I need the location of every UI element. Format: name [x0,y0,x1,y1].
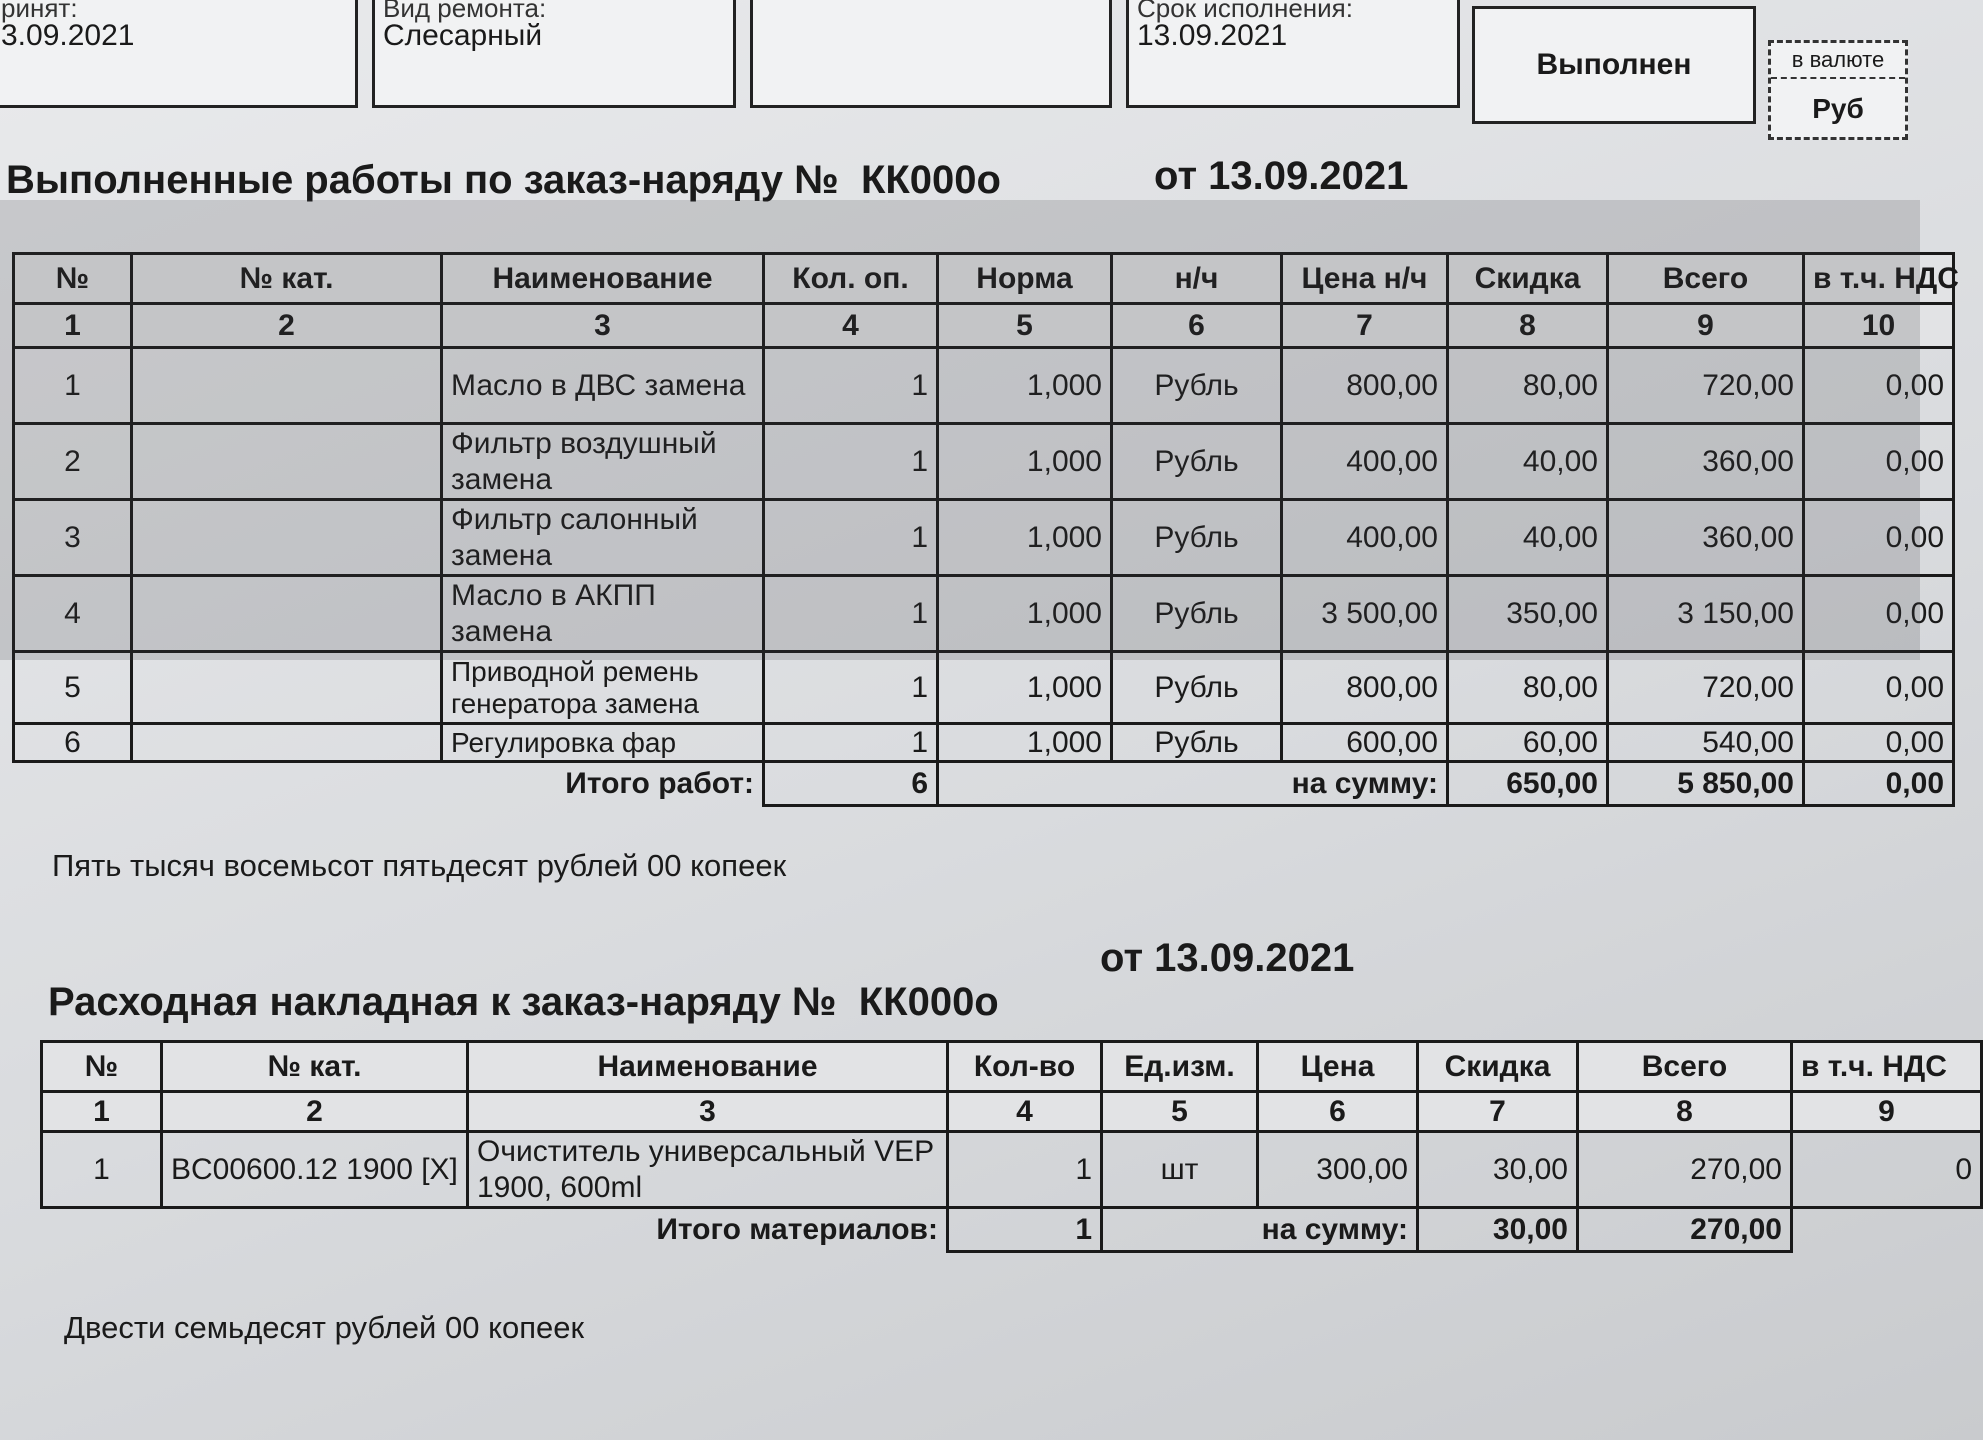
col-header: Кол. оп. [764,254,938,304]
row-discount: 80,00 [1448,652,1608,724]
works-header-row [14,254,1954,304]
col-number: 9 [1792,1092,1982,1132]
row-qty: 1 [764,424,938,500]
row-total: 270,00 [1578,1132,1792,1208]
table-row [42,1132,1982,1208]
row-discount: 40,00 [1448,500,1608,576]
deadline-label: Срок исполнения: [1137,0,1353,23]
row-name: Масло в АКПП замена [442,576,764,652]
works-amount-in-words: Пять тысяч восемьсот пятьдесят рублей 00 копеек [52,848,787,883]
repair-type-box [372,0,736,108]
row-unit: Рубль [1112,724,1282,762]
invoice-total-qty: 1 [948,1208,1102,1252]
row-unit: Рубль [1112,500,1282,576]
row-price: 800,00 [1282,348,1448,424]
col-number: 2 [132,304,442,348]
col-number: 8 [1578,1092,1792,1132]
table-row [14,424,1954,500]
col-number: 7 [1418,1092,1578,1132]
row-norm: 1,000 [938,724,1112,762]
repair-type-value: Слесарный [383,19,543,52]
row-total: 720,00 [1608,652,1804,724]
row-name: Регулировка фар [442,724,764,762]
currency-box [1768,40,1908,140]
row-catalog [132,348,442,424]
row-unit: Рубль [1112,652,1282,724]
row-vat: 0,00 [1804,348,1954,424]
row-discount: 40,00 [1448,424,1608,500]
row-number: 5 [14,652,132,724]
col-number: 1 [14,304,132,348]
row-price: 400,00 [1282,424,1448,500]
row-qty: 1 [764,500,938,576]
col-number: 5 [938,304,1112,348]
row-total: 720,00 [1608,348,1804,424]
row-vat: 0,00 [1804,652,1954,724]
col-header: № [42,1042,162,1092]
works-total-label: Итого работ: [565,767,754,801]
col-number: 6 [1258,1092,1418,1132]
invoice-colnum-row [42,1092,1982,1132]
accepted-value: 3.09.2021 [1,19,135,52]
col-number: 8 [1448,304,1608,348]
row-price: 300,00 [1258,1132,1418,1208]
row-vat: 0,00 [1804,576,1954,652]
table-row [14,500,1954,576]
row-unit: Рубль [1112,348,1282,424]
repair-type-label: Вид ремонта: [383,0,547,23]
col-number: 2 [162,1092,468,1132]
row-discount: 60,00 [1448,724,1608,762]
col-header: Норма [938,254,1112,304]
row-qty: 1 [948,1132,1102,1208]
row-price: 3 500,00 [1282,576,1448,652]
col-number: 3 [468,1092,948,1132]
row-vat: 0,00 [1804,724,1954,762]
col-number: 4 [764,304,938,348]
col-header: Цена [1258,1042,1418,1092]
col-number: 1 [42,1092,162,1132]
col-header: № [14,254,132,304]
row-qty: 1 [764,724,938,762]
table-row [14,724,1954,762]
table-row [14,576,1954,652]
col-header: № кат. [132,254,442,304]
row-discount: 30,00 [1418,1132,1578,1208]
row-name: Приводной ремень генератора замена [442,652,764,724]
works-date: от 13.09.2021 [1154,154,1409,198]
table-row [14,652,1954,724]
invoice-title: Расходная накладная к заказ-наряду № КК000о [48,980,999,1024]
col-number: 3 [442,304,764,348]
invoice-table [40,1040,1983,1253]
col-header: в т.ч. НДС [1792,1042,1982,1092]
row-number: 3 [14,500,132,576]
row-name: Масло в ДВС замена [442,348,764,424]
row-vat: 0,00 [1804,424,1954,500]
row-unit: Рубль [1112,424,1282,500]
row-number: 6 [14,724,132,762]
col-header: н/ч [1112,254,1282,304]
works-total-row [14,762,1954,806]
status-badge: Выполнен [1472,6,1756,124]
row-catalog [132,724,442,762]
col-number: 6 [1112,304,1282,348]
row-unit: Рубль [1112,576,1282,652]
row-total: 360,00 [1608,500,1804,576]
accepted-box [0,0,358,108]
invoice-total-discount: 30,00 [1418,1208,1578,1252]
invoice-date: от 13.09.2021 [1100,936,1355,980]
col-header: Наименование [468,1042,948,1092]
row-discount: 350,00 [1448,576,1608,652]
works-total-discount: 650,00 [1448,762,1608,806]
row-name: Фильтр воздушный замена [442,424,764,500]
currency-value: Руб [1812,93,1864,124]
invoice-header-row [42,1042,1982,1092]
col-number: 5 [1102,1092,1258,1132]
row-discount: 80,00 [1448,348,1608,424]
works-total-sum: 5 850,00 [1608,762,1804,806]
row-name: Очиститель универсальный VEP 1900, 600ml [468,1132,948,1208]
row-total: 540,00 [1608,724,1804,762]
row-qty: 1 [764,652,938,724]
col-header: № кат. [162,1042,468,1092]
col-header: Скидка [1448,254,1608,304]
accepted-label: ринят: [1,0,78,23]
works-total-qty: 6 [764,762,938,806]
row-norm: 1,000 [938,424,1112,500]
col-header: Скидка [1418,1042,1578,1092]
row-number: 4 [14,576,132,652]
row-qty: 1 [764,348,938,424]
col-header: Цена н/ч [1282,254,1448,304]
col-number: 4 [948,1092,1102,1132]
works-title: Выполненные работы по заказ-наряду № КК000о [6,158,1001,202]
row-number: 2 [14,424,132,500]
row-unit: шт [1102,1132,1258,1208]
works-table [12,252,1959,807]
row-catalog [132,652,442,724]
row-norm: 1,000 [938,576,1112,652]
row-catalog [132,500,442,576]
row-name: Фильтр салонный замена [442,500,764,576]
row-number: 1 [42,1132,162,1208]
row-norm: 1,000 [938,500,1112,576]
works-total-vat: 0,00 [1804,762,1954,806]
deadline-value: 13.09.2021 [1137,19,1288,52]
empty-header-box [750,0,1112,108]
row-catalog [132,576,442,652]
invoice-total-row [42,1208,1982,1252]
row-norm: 1,000 [938,348,1112,424]
col-header: Всего [1578,1042,1792,1092]
col-header: Всего [1608,254,1804,304]
row-total: 3 150,00 [1608,576,1804,652]
col-number: 10 [1804,304,1954,348]
row-qty: 1 [764,576,938,652]
row-price: 400,00 [1282,500,1448,576]
row-catalog: BC00600.12 1900 [X] [162,1132,468,1208]
col-number: 7 [1282,304,1448,348]
row-vat: 0,00 [1804,500,1954,576]
deadline-box [1126,0,1460,108]
works-sum-label: на сумму: [938,762,1448,806]
table-row [14,348,1954,424]
col-header: Ед.изм. [1102,1042,1258,1092]
row-vat: 0 [1792,1132,1982,1208]
currency-label: в валюте [1771,47,1905,79]
row-catalog [132,424,442,500]
works-colnum-row [14,304,1954,348]
invoice-total-sum: 270,00 [1578,1208,1792,1252]
row-price: 600,00 [1282,724,1448,762]
row-total: 360,00 [1608,424,1804,500]
invoice-amount-in-words: Двести семьдесят рублей 00 копеек [64,1310,585,1345]
invoice-total-label: Итого материалов: [656,1213,938,1247]
col-header: в т.ч. НДС [1804,254,1954,304]
row-norm: 1,000 [938,652,1112,724]
col-header: Наименование [442,254,764,304]
col-header: Кол-во [948,1042,1102,1092]
invoice-sum-label: на сумму: [1102,1208,1418,1252]
row-price: 800,00 [1282,652,1448,724]
col-number: 9 [1608,304,1804,348]
row-number: 1 [14,348,132,424]
